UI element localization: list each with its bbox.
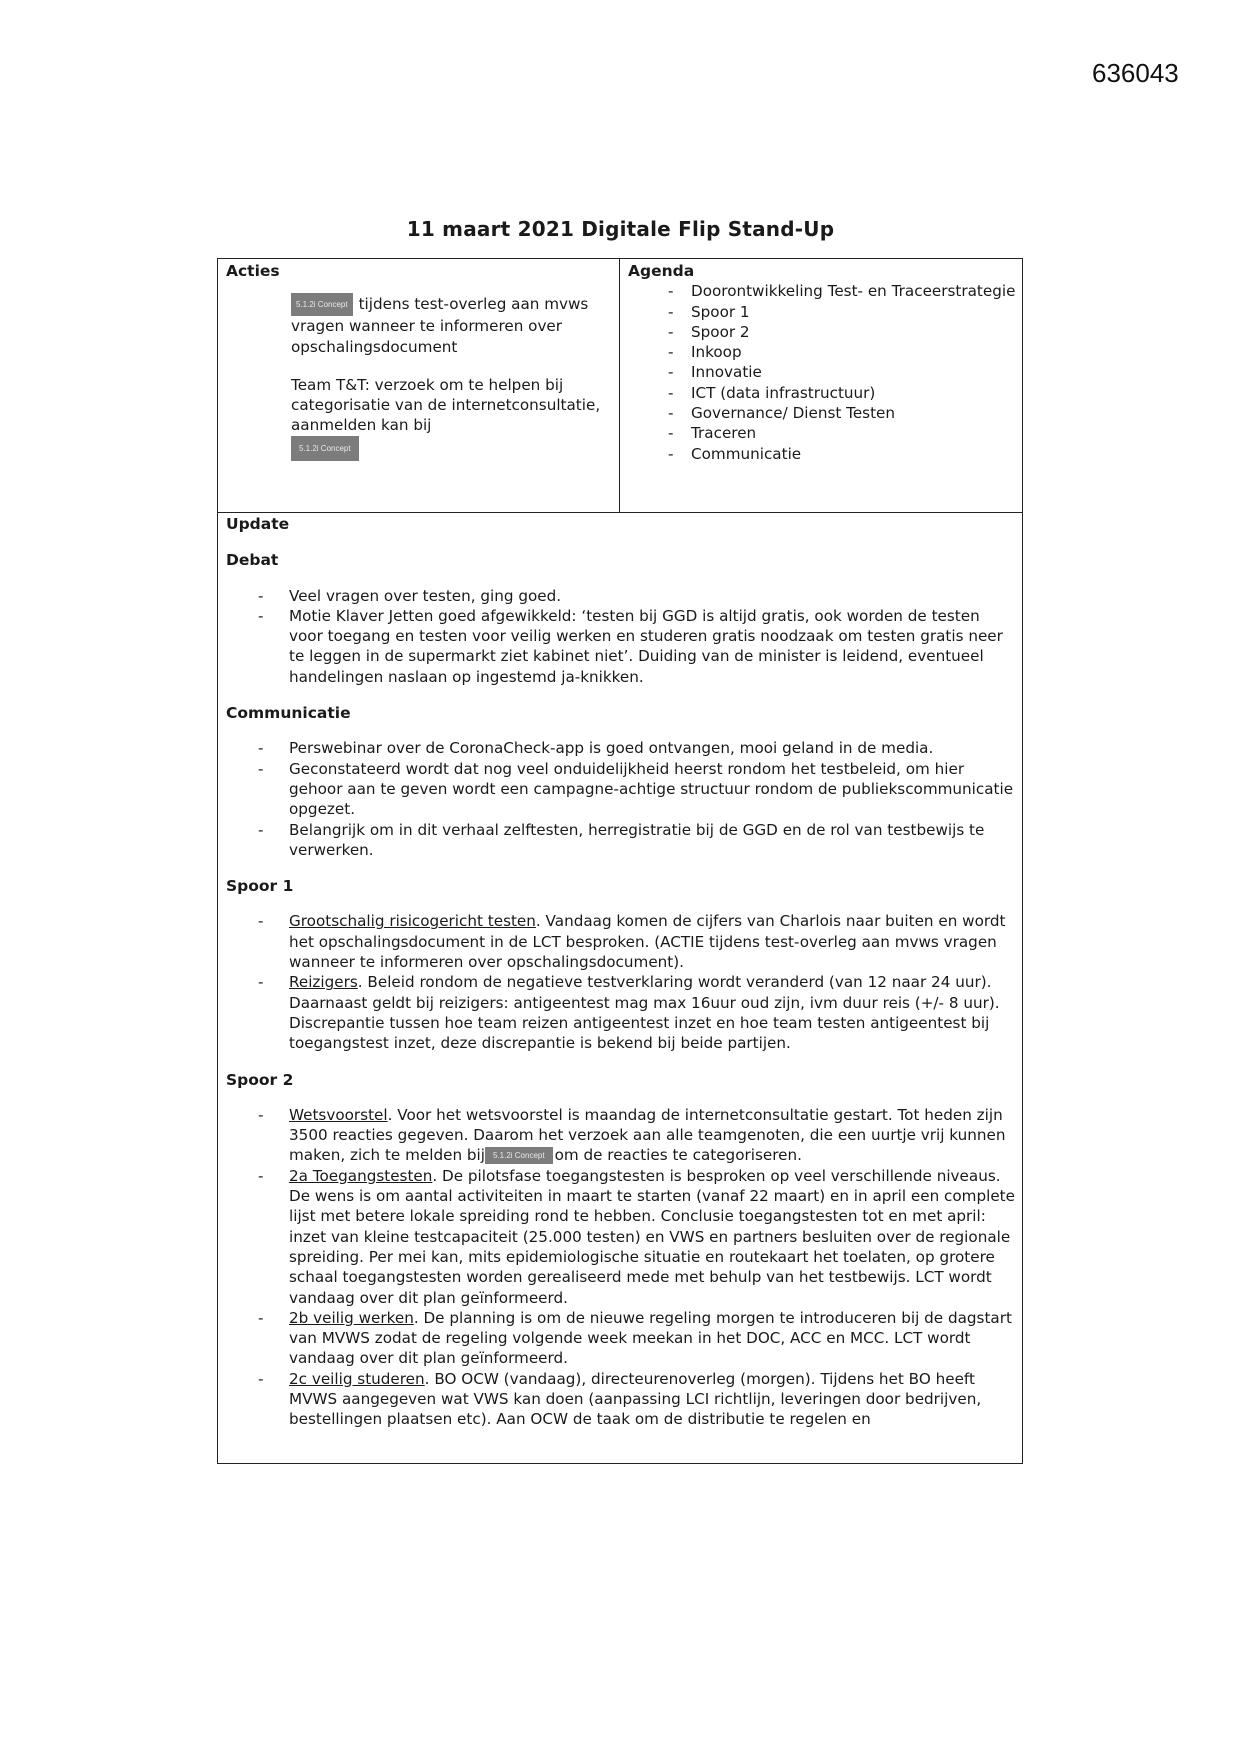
- list-item: - Veel vragen over testen, ging goed.: [226, 586, 1016, 606]
- acties-list: [291, 293, 606, 460]
- list-item: - Geconstateerd wordt dat nog veel onduidelijkheid heerst rondom het testbeleid, om hier gehoor aan te geven wordt een campagne-achtige structuur rondom de publiekscommunicatie opgezet.: [226, 759, 1016, 820]
- agenda-item: - Governance/ Dienst Testen: [628, 403, 1018, 423]
- item-text: . BO OCW (vandaag), directeurenoverleg (morgen). Tijdens het BO heeft MVWS aangegeven wat VWS kan doen (aanpassing LCI richtlijn, leveringen door bedrijven, bestellingen plaatsen etc). Aan OCW de taak om de distributie te regelen en: [289, 1369, 982, 1429]
- agenda-heading: Agenda: [628, 262, 695, 280]
- spoor2-list: [226, 1105, 1016, 1430]
- agenda-item: - ICT (data infrastructuur): [628, 383, 1018, 403]
- list-item: - Belangrijk om in dit verhaal zelftesten, herregistratie bij de GGD en de rol van testbewijs te verwerken.: [226, 820, 1016, 861]
- agenda-column: [628, 259, 1018, 464]
- agenda-item: - Innovatie: [628, 362, 1018, 382]
- topic-label: 2a Toegangstesten: [289, 1166, 433, 1185]
- item-text: . De pilotsfase toegangstesten is besproken op veel verschillende niveaus. De wens is om aantal activiteiten in maart te starten (vanaf 22 maart) en in april een complete lijst met betere lokale spreiding rond te hebben. Conclusie toegangstesten tot en met april: inzet van kleine testcapaciteit (25.000 testen) en VWS en partners besluiten over de regionale spreiding. Per mei kan, mits epidemiologische situatie en routekaart het toelaten, op grotere schaal toegangstesten worden gerealiseerd mede met behulp van het testbewijs. LCT wordt vandaag over dit plan geïnformeerd.: [289, 1166, 1015, 1307]
- communicatie-list: [226, 738, 1016, 860]
- agenda-item: - Spoor 2: [628, 322, 1018, 342]
- item-text: om de reacties te categoriseren.: [554, 1146, 802, 1165]
- acties-item: [291, 375, 606, 461]
- acties-item: [291, 293, 606, 357]
- acties-item-text: tijdens test-overleg aan mvws vragen wanneer te informeren over opschalingsdocument: [291, 295, 589, 356]
- debat-heading: Debat: [226, 551, 279, 570]
- acties-column: [226, 259, 611, 479]
- acties-item-text: Team T&T: verzoek om te helpen bij categorisatie van de internetconsultatie, aanmelden kan bij: [291, 375, 601, 435]
- list-item: [226, 1308, 1016, 1369]
- agenda-item: - Traceren: [628, 423, 1018, 443]
- spoor2-heading: Spoor 2: [226, 1070, 294, 1089]
- agenda-item: - Communicatie: [628, 444, 1018, 464]
- column-divider: [619, 259, 620, 512]
- agenda-item: - Doorontwikkeling Test- en Traceerstrategie: [628, 281, 1018, 301]
- agenda-list: [628, 281, 1018, 464]
- item-text: . De planning is om de nieuwe regeling morgen te introduceren bij de dagstart van MVWS zodat de regeling volgende week meekan in het DOC, ACC en MCC. LCT wordt vandaag over dit plan geïnformeerd.: [289, 1308, 1012, 1368]
- redaction-box: 5.1.2i Concept: [291, 293, 353, 316]
- update-section: [226, 512, 1016, 1430]
- topic-label: 2c veilig studeren: [289, 1369, 425, 1388]
- list-item: [226, 972, 1016, 1053]
- redaction-box: 5.1.2i Concept: [485, 1147, 553, 1164]
- agenda-item: - Spoor 1: [628, 302, 1018, 322]
- topic-label: 2b veilig werken: [289, 1308, 414, 1327]
- acties-heading: Acties: [226, 262, 280, 280]
- item-text: . Voor het wetsvoorstel is maandag de internetconsultatie gestart. Tot heden zijn 3500 reacties gegeven. Daarom het verzoek aan alle teamgenoten, die een uurtje vrij kunnen maken, zich te melden bij: [289, 1105, 1006, 1165]
- topic-label: Wetsvoorstel: [289, 1105, 388, 1124]
- page-title: 11 maart 2021 Digitale Flip Stand-Up: [406, 217, 835, 241]
- header-row: [218, 259, 1022, 513]
- item-text: . Beleid rondom de negatieve testverklaring wordt veranderd (van 12 naar 24 uur). Daarnaast geldt bij reizigers: antigeentest mag max 16uur oud zijn, ivm duur reis (+/- 8 uur). Discrepantie tussen hoe team reizen antigeentest inzet en hoe team testen antigeentest bij toegangstest inzet, deze discrepantie is bekend bij beide partijen.: [289, 973, 1000, 1053]
- list-item: - Motie Klaver Jetten goed afgewikkeld: ‘testen bij GGD is altijd gratis, ook worden de testen voor toegang en testen voor veilig werken en studeren gratis noodzaak om testen gratis neer te leggen in de supermarkt ziet kabinet niet’. Duiding van de minister is leidend, eventueel handelingen naslaan op ingestemd ja-knikken.: [226, 606, 1016, 687]
- topic-label: Grootschalig risicogericht testen: [289, 912, 536, 931]
- list-item: [226, 1369, 1016, 1430]
- redaction-box: 5.1.2i Concept: [291, 436, 359, 461]
- document-number: 636043: [1092, 58, 1179, 88]
- communicatie-heading: Communicatie: [226, 704, 351, 723]
- item-text: . Vandaag komen de cijfers van Charlois naar buiten en wordt het opschalingsdocument in de LCT besproken. (ACTIE tijdens test-overleg aan mvws vragen wanneer te informeren over opschalingsdocument).: [289, 912, 1006, 972]
- list-item: [226, 911, 1016, 972]
- topic-label: Reizigers: [289, 973, 358, 992]
- spoor1-list: [226, 911, 1016, 1053]
- agenda-item: - Inkoop: [628, 342, 1018, 362]
- debat-list: [226, 586, 1016, 687]
- list-item: [226, 1105, 1016, 1166]
- list-item: - Perswebinar over de CoronaCheck-app is goed ontvangen, mooi geland in de media.: [226, 738, 1016, 758]
- update-heading: Update: [226, 515, 290, 533]
- list-item: [226, 1166, 1016, 1308]
- minutes-table: [217, 258, 1023, 1464]
- spoor1-heading: Spoor 1: [226, 877, 294, 896]
